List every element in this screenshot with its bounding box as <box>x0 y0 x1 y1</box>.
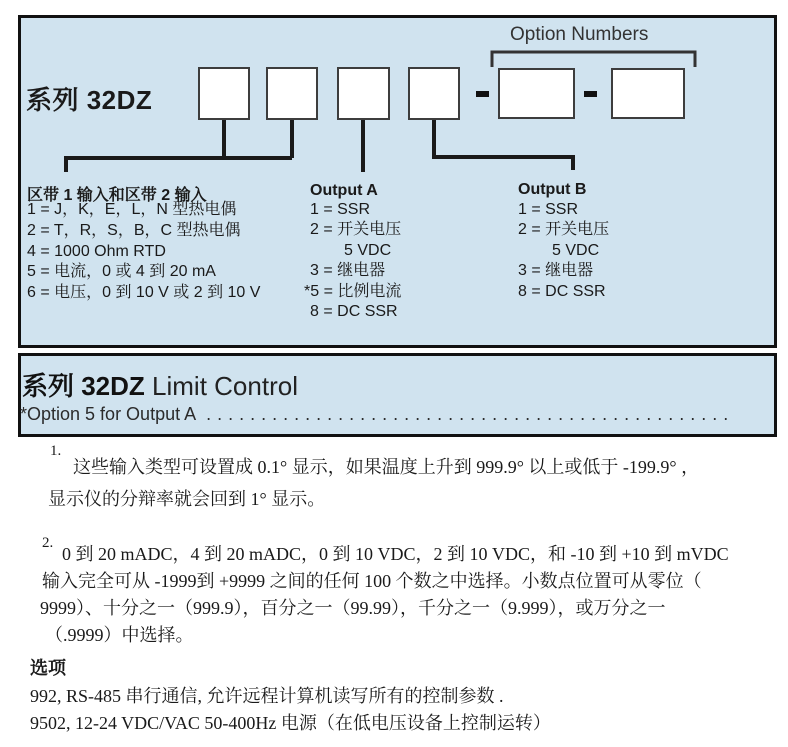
code-box-output-a <box>337 67 390 120</box>
footnote2-line: （.9999）中选择。 <box>45 625 194 645</box>
code-box-output-b <box>408 67 460 120</box>
list-item: 1 = SSR <box>310 201 371 218</box>
footnote2-line: 9999）、十分之一（999.9），百分之一（99.99），千分之一（9.999），或万分之一 <box>40 598 666 618</box>
footnote1-marker: 1. <box>50 443 62 459</box>
footnote2-line: 输入完全可从 -1999到 +9999 之间的任何 100 个数之中选择。小数点位置可从零位（ <box>42 571 702 591</box>
leader-dots: . . . . . . . . . . . . . . . . . . . . . . . . . . . . . . . . . . . . . . . . . . . . . . . . <box>206 404 729 424</box>
footnote2-line: 0 到 20 mADC，4 到 20 mADC，0 到 10 VDC，2 到 10 VDC，和 -10 到 +10 到 mVDC <box>62 544 729 564</box>
options-line: 9502, 12-24 VDC/VAC 50-400Hz 电源（在低电压设备上控制运转） <box>30 713 551 733</box>
list-item: 1 = J，K，E，L，N 型热电偶 <box>27 201 237 218</box>
series-subtitle <box>22 366 298 403</box>
list-item: 4 = 1000 Ohm RTD <box>27 242 166 260</box>
list-item: 5 VDC <box>344 241 392 259</box>
output-a-title: Output A <box>310 182 378 199</box>
code-box-option-1 <box>498 68 575 119</box>
output-b-list <box>518 200 609 302</box>
list-item: 6 = 电压，0 到 10 V 或 2 到 10 V <box>27 284 261 302</box>
code-box-zone1 <box>198 67 250 120</box>
series-subtitle-bold: 系列 32DZ <box>22 371 145 401</box>
list-item: 3 = 继电器 <box>310 262 386 280</box>
option-footnote-label: *Option 5 for Output A <box>20 404 197 424</box>
code-box-zone2 <box>266 67 318 120</box>
options-line: 992, RS-485 串行通信, 允许远程计算机读写所有的控制参数 . <box>30 686 504 706</box>
code-box-option-2 <box>611 68 685 119</box>
list-item: *5 = 比例电流 <box>304 282 402 300</box>
output-b-title: Output B <box>518 181 587 198</box>
option-footnote-line <box>20 404 729 425</box>
list-item: 8 = DC SSR <box>518 282 606 300</box>
list-item: 8 = DC SSR <box>310 302 398 320</box>
footnote1-line: 显示仪的分辩率就会回到 1° 显示。 <box>48 489 326 509</box>
list-item: 5 VDC <box>552 241 600 259</box>
list-item: 1 = SSR <box>518 201 579 218</box>
list-item: 2 = T，R，S，B，C 型热电偶 <box>27 221 241 239</box>
list-item: 2 = 开关电压 <box>310 221 402 239</box>
series-subtitle-rest: Limit Control <box>144 371 298 401</box>
footnote1-line: 这些输入类型可设置成 0.1° 显示，如果温度上升到 999.9° 以上或低于 -199.9° ， <box>73 457 700 477</box>
list-item: 2 = 开关电压 <box>518 221 610 239</box>
footnote2-marker: 2. <box>42 535 54 551</box>
options-title: 选项 <box>30 658 66 678</box>
option-numbers-label: Option Numbers <box>510 24 649 45</box>
series-title: 系列 32DZ <box>26 85 153 115</box>
list-item: 5 = 电流，0 或 4 到 20 mA <box>27 263 216 281</box>
zone-column-list <box>27 200 260 304</box>
output-a-list <box>304 200 402 322</box>
zone-column-title: 区带 1 输入和区带 2 输入 <box>27 187 207 204</box>
list-item: 3 = 继电器 <box>518 262 594 280</box>
